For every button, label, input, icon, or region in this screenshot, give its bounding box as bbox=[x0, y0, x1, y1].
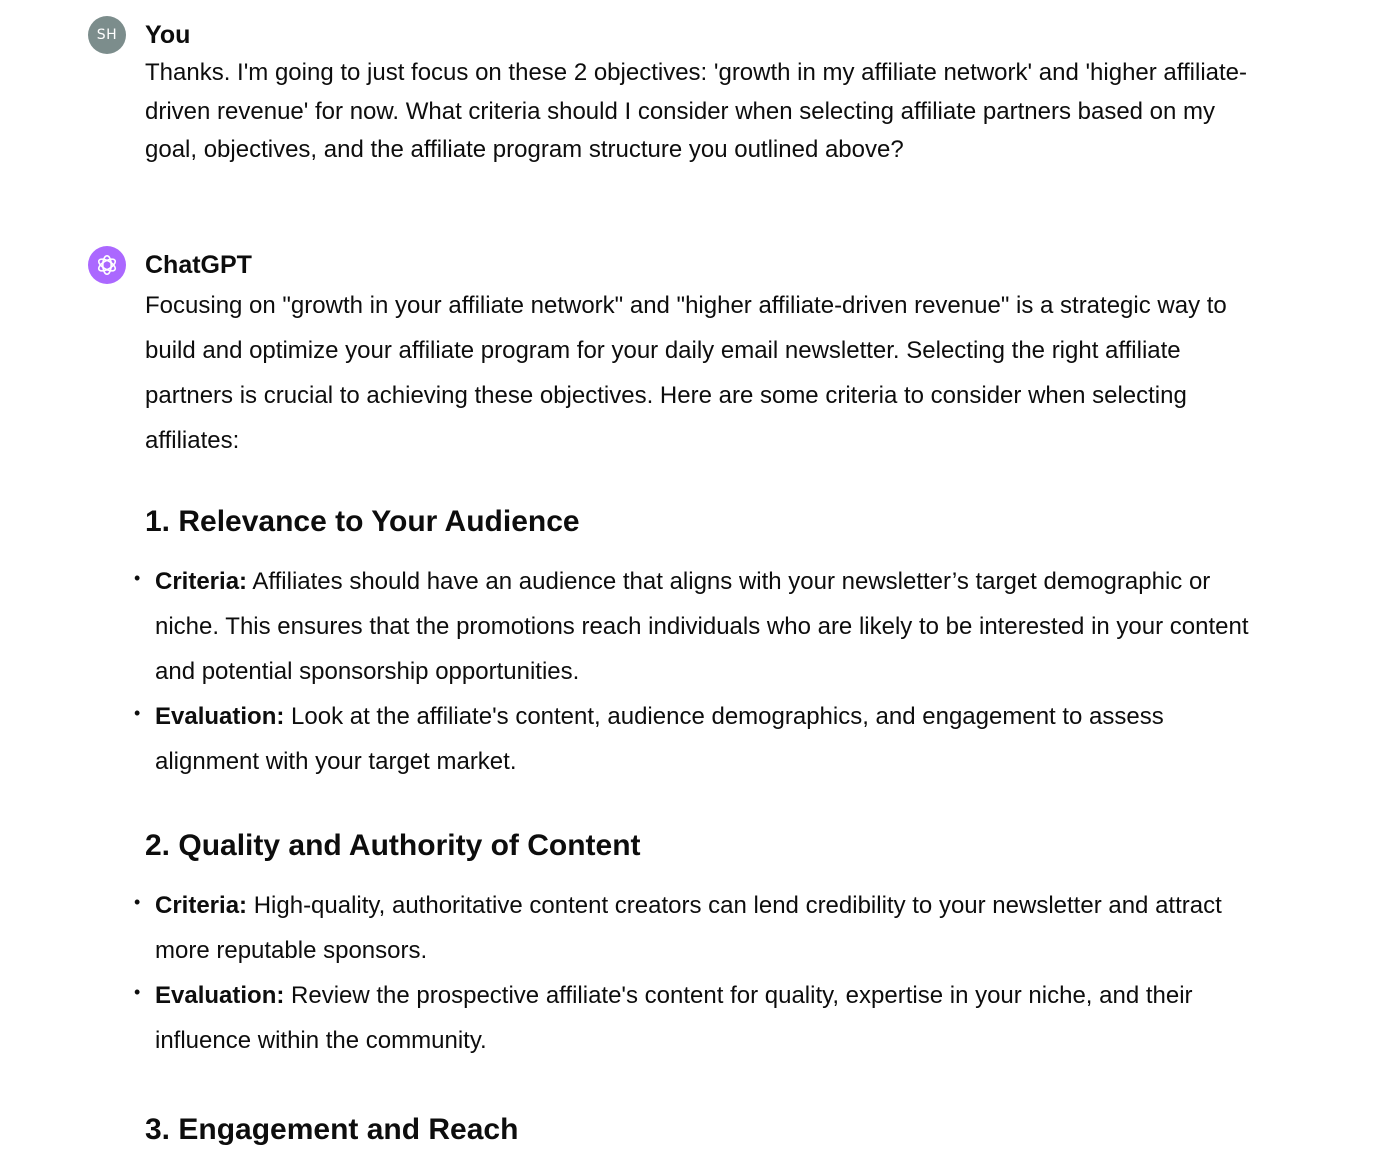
assistant-avatar bbox=[88, 246, 126, 284]
item-text: Affiliates should have an audience that aligns with your newsletter’s target demographic or niche. This ensures that the promotions reach individuals who are likely to be interested in your content and potential sponsorship opportunities. bbox=[155, 568, 1249, 685]
section-heading: 1. Relevance to Your Audience bbox=[145, 505, 580, 538]
bullet-icon: • bbox=[134, 568, 141, 588]
section-heading: 2. Quality and Authority of Content bbox=[145, 829, 641, 862]
item-label: Criteria: bbox=[155, 568, 248, 595]
item-text: Review the prospective affiliate's content for quality, expertise in your niche, and their influence within the community. bbox=[155, 982, 1193, 1054]
item-label: Evaluation: bbox=[155, 703, 285, 730]
user-avatar: SH bbox=[88, 16, 126, 54]
user-author-name: You bbox=[145, 21, 191, 49]
criteria-list bbox=[134, 883, 1255, 1063]
user-message-content bbox=[145, 54, 1255, 170]
section-heading: 3. Engagement and Reach bbox=[145, 1113, 519, 1146]
bullet-icon: • bbox=[134, 703, 141, 723]
bullet-icon: • bbox=[134, 892, 141, 912]
item-label: Evaluation: bbox=[155, 982, 285, 1009]
list-item bbox=[134, 883, 1255, 973]
list-item bbox=[134, 694, 1255, 784]
item-label: Criteria: bbox=[155, 892, 248, 919]
assistant-intro-paragraph: Focusing on "growth in your affiliate network" and "higher affiliate-driven revenue" is a strategic way to build and optimize your affiliate program for your daily email newsletter. Selecting the right affiliate partners is crucial to achieving these objectives. Here are some criteria to consider when selecting affiliates: bbox=[145, 292, 1227, 454]
user-message-text: Thanks. I'm going to just focus on these 2 objectives: 'growth in my affiliate network' and 'higher affiliate-driven revenue' for now. What criteria should I consider when selecting affiliate partners based on my goal, objectives, and the affiliate program structure you outlined above? bbox=[145, 59, 1248, 163]
assistant-message-content bbox=[134, 283, 1255, 1150]
criteria-list bbox=[134, 559, 1255, 784]
item-text: High-quality, authoritative content creators can lend credibility to your newsletter and attract more reputable sponsors. bbox=[155, 892, 1222, 964]
item-text: Look at the affiliate's content, audience demographics, and engagement to assess alignment with your target market. bbox=[155, 703, 1164, 775]
list-item bbox=[134, 559, 1255, 694]
bullet-icon: • bbox=[134, 982, 141, 1002]
list-item bbox=[134, 973, 1255, 1063]
assistant-author-name: ChatGPT bbox=[145, 251, 252, 279]
openai-logo-icon bbox=[93, 251, 121, 279]
